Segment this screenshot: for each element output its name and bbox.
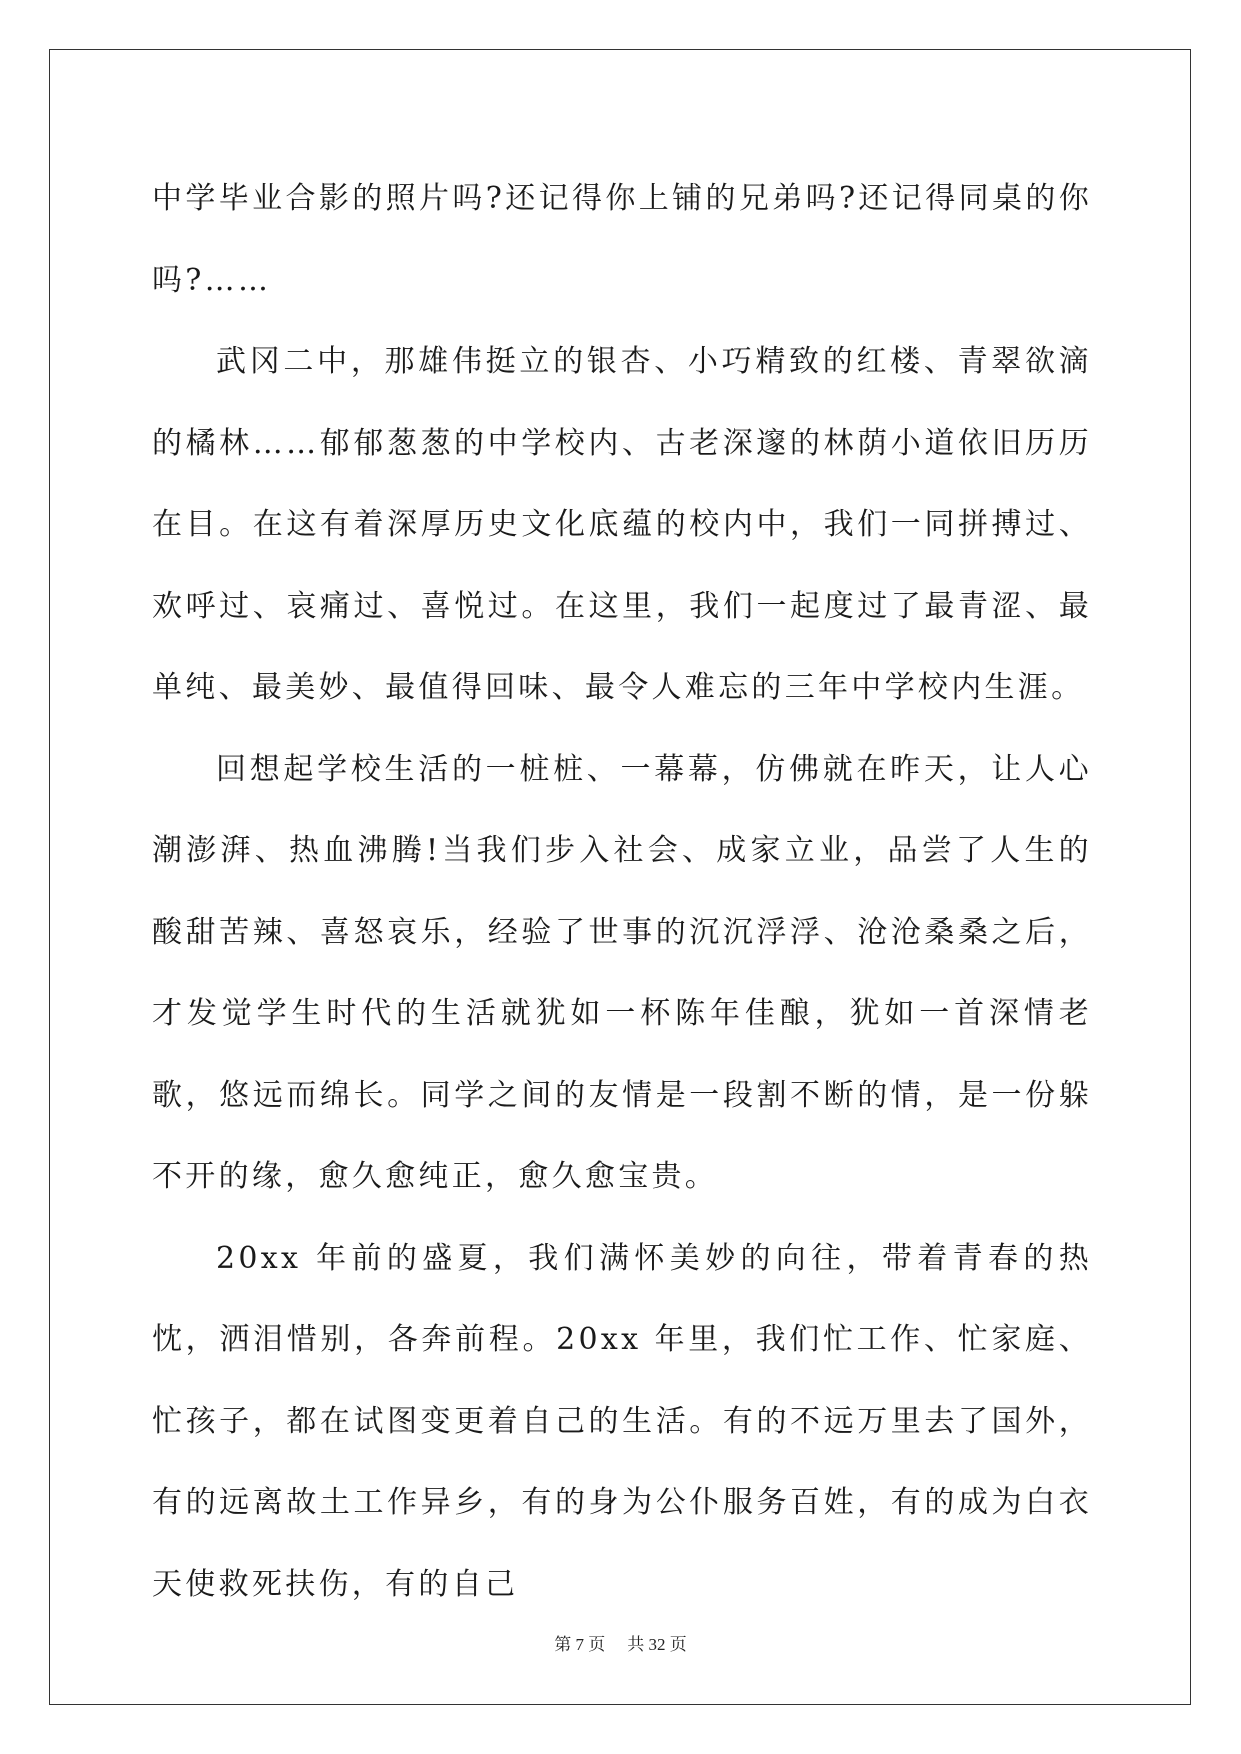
paragraph-4: 20xx 年前的盛夏，我们满怀美妙的向往，带着青春的热忱，洒泪惜别，各奔前程。20xx 年里，我们忙工作、忙家庭、忙孩子，都在试图变更着自己的生活。有的不远万里去了国外，有的远离故土工作异乡，有的身为公仆服务百姓，有的成为白衣天使救死扶伤，有的自己 xyxy=(152,1240,1092,1602)
page-footer xyxy=(0,1630,1241,1655)
paragraph-3: 回想起学校生活的一桩桩、一幕幕，仿佛就在昨天，让人心潮澎湃、热血沸腾!当我们步入社会、成家立业，品尝了人生的酸甜苦辣、喜怒哀乐，经验了世事的沉沉浮浮、沧沧桑桑之后，才发觉学生时代的生活就犹如一杯陈年佳酿，犹如一首深情老歌，悠远而绵长。同学之间的友情是一段割不断的情，是一份躲不开的缘，愈久愈纯正，愈久愈宝贵。 xyxy=(152,751,1092,1194)
page-total: 共 32 页 xyxy=(627,1635,687,1654)
paragraph-1: 中学毕业合影的照片吗?还记得你上铺的兄弟吗?还记得同桌的你吗?…… xyxy=(152,181,1092,298)
document-body xyxy=(152,158,1092,1625)
paragraph-2: 武冈二中，那雄伟挺立的银杏、小巧精致的红楼、青翠欲滴的橘林……郁郁葱葱的中学校内、古老深邃的林荫小道依旧历历在目。在这有着深厚历史文化底蕴的校内中，我们一同拼搏过、欢呼过、哀痛过、喜悦过。在这里，我们一起度过了最青涩、最单纯、最美妙、最值得回味、最令人难忘的三年中学校内生涯。 xyxy=(152,344,1092,705)
page-number: 第 7 页 xyxy=(554,1635,606,1654)
